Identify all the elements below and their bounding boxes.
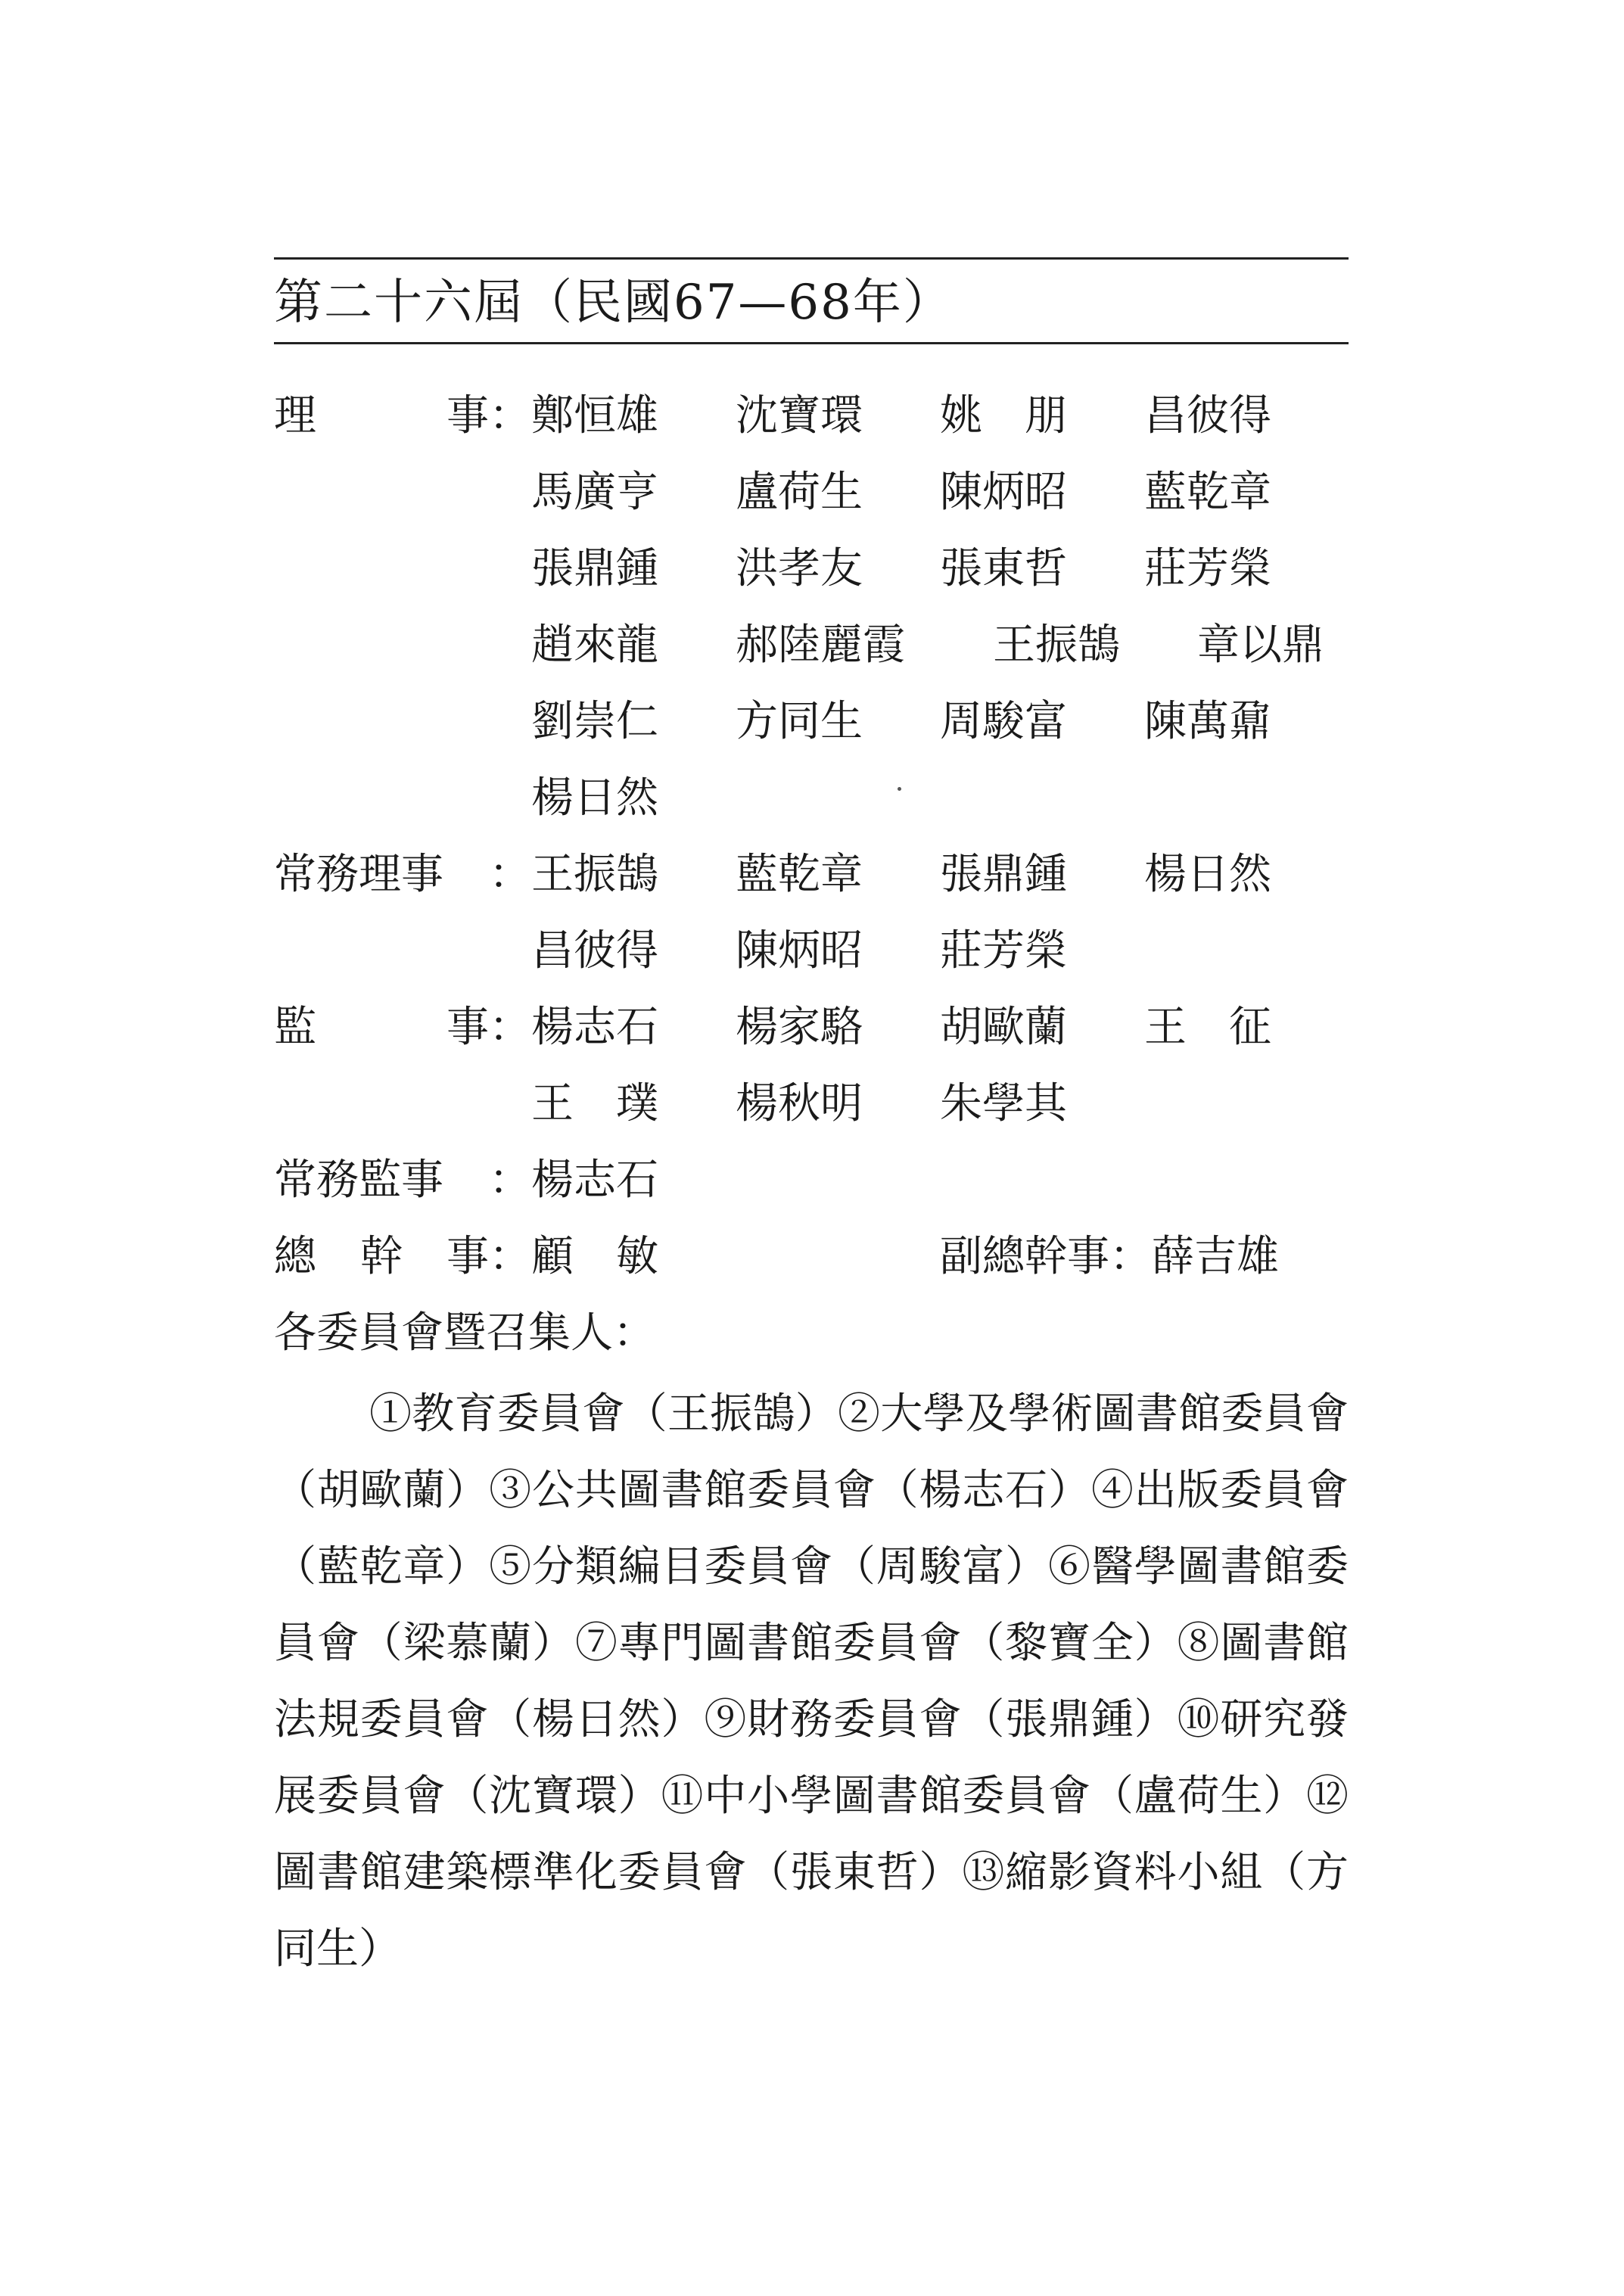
director-name: 周駿富 [940,697,1067,746]
director-name: 楊日然 [531,773,658,823]
label-char: 事 [446,391,489,440]
standing-director-name: 昌彼得 [531,926,658,975]
heading-bottom-rule [274,342,1349,344]
secretary-general-label [274,1219,531,1295]
director-name: 王振鵠 [993,621,1120,670]
director-name: 張鼎鍾 [531,544,658,593]
director-name: 姚 朋 [940,391,1067,440]
label-colon: ： [489,1003,531,1052]
label-char: 幹 [360,1232,403,1281]
label-char: 事 [446,1232,489,1281]
label-colon: ： [489,1156,531,1205]
heading-top-rule [274,257,1349,260]
deputy-secretary [940,1219,1279,1295]
page-heading: 第二十六屆（民國67—68年） [274,275,953,331]
standing-director-name: 莊芳榮 [940,926,1067,975]
committees-text: ①教育委員會（王振鵠）②大學及學術圖書館委員會（胡歐蘭）③公共圖書館委員會（楊志石）④出版委員會（藍乾章）⑤分類編目委員會（周駿富）⑥醫學圖書館委員會（梁慕蘭）⑦專門圖書館委員會（黎寶全）⑧圖書館法規委員會（楊日然）⑨財務委員會（張鼎鍾）⑩研究發展委員會（沈寶環）⑪中小學圖書館委員會（盧荷生）⑫圖書館建築標準化委員會（張東哲）⑬縮影資料小組（方同生） [274,1389,1349,1974]
director-name: 盧荷生 [736,468,863,517]
deputy-name: 薛吉雄 [1152,1232,1279,1281]
director-name: 章以鼎 [1197,621,1324,670]
director-name: 昌彼得 [1144,391,1271,440]
secretary-general-name: 顧 敏 [531,1232,658,1281]
standing-director-name: 楊日然 [1144,850,1271,899]
director-name: 方同生 [736,697,863,746]
standing-directors-label [274,837,531,913]
standing-director-name: 王振鵠 [531,850,658,899]
director-name: 藍乾章 [1144,468,1271,517]
director-name: 陳炳昭 [940,468,1067,517]
standing-supervisor-name: 楊志石 [531,1156,658,1205]
deputy-label: 副總幹事： [940,1232,1152,1281]
label-text: 常務理事 [274,850,443,899]
standing-supervisor-label [274,1143,531,1218]
director-name: 陳萬鼐 [1144,697,1271,746]
standing-director-name: 藍乾章 [736,850,863,899]
print-speck [898,787,901,791]
supervisor-name: 楊家駱 [736,1003,863,1052]
label-colon: ： [489,850,531,899]
label-char: 監 [274,1003,316,1052]
director-name: 鄭恒雄 [531,391,658,440]
supervisor-name: 朱學其 [940,1079,1067,1128]
label-colon: ： [489,1232,531,1281]
supervisor-name: 楊志石 [531,1003,658,1052]
director-name: 沈寶環 [736,391,863,440]
committees-heading-text: 各委員會暨召集人： [274,1308,655,1358]
director-name: 趙來龍 [531,621,658,670]
supervisor-name: 胡歐蘭 [940,1003,1067,1052]
committees-heading [274,1296,655,1371]
supervisor-name: 楊秋明 [736,1079,863,1128]
director-name: 郝陸麗霞 [736,621,905,670]
directors-label [274,378,531,454]
label-colon: ： [489,391,531,440]
director-name: 莊芳榮 [1144,544,1271,593]
standing-director-name: 陳炳昭 [736,926,863,975]
label-char: 理 [274,391,316,440]
director-name: 劉崇仁 [531,697,658,746]
label-char: 總 [274,1232,316,1281]
label-char: 事 [446,1003,489,1052]
director-name: 馬廣亨 [531,468,658,517]
supervisor-name: 王 征 [1144,1003,1271,1052]
standing-director-name: 張鼎鍾 [940,850,1067,899]
committees-paragraph [274,1376,1349,1987]
label-text: 常務監事 [274,1156,443,1205]
supervisors-label [274,990,531,1066]
supervisor-name: 王 璞 [531,1079,658,1128]
director-name: 張東哲 [940,544,1067,593]
director-name: 洪孝友 [736,544,863,593]
